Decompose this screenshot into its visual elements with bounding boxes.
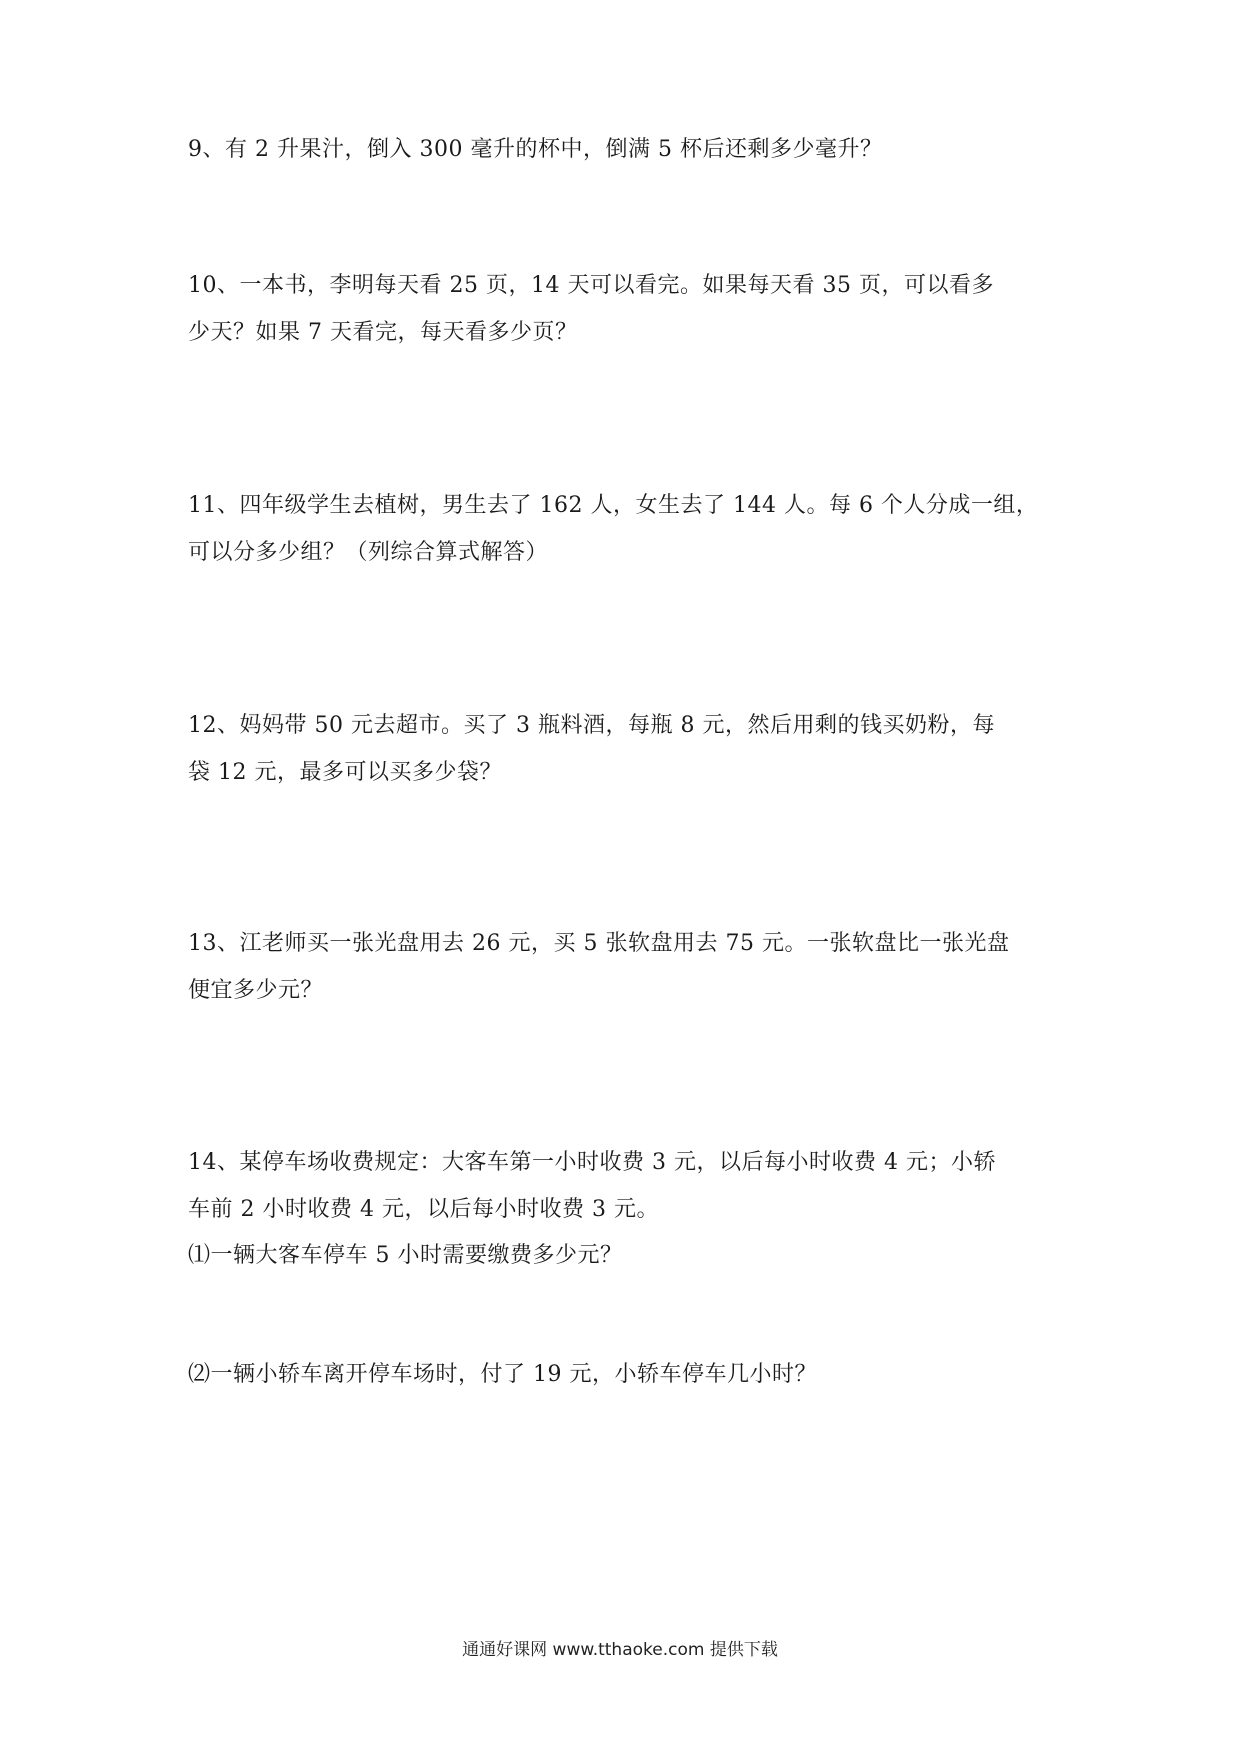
question-11-line-2: 可以分多少组？（列综合算式解答） (188, 540, 549, 565)
question-14-line-1: 14、某停车场收费规定：大客车第一小时收费 3 元，以后每小时收费 4 元；小轿 (188, 1150, 996, 1175)
question-14-sub-1: ⑴一辆大客车停车 5 小时需要缴费多少元？ (188, 1243, 623, 1268)
question-14-line-2: 车前 2 小时收费 4 元，以后每小时收费 3 元。 (188, 1197, 659, 1222)
page-footer: 通通好课网 www.tthaoke.com 提供下载 (462, 1640, 778, 1660)
question-10-line-2: 少天？如果 7 天看完，每天看多少页？ (188, 320, 578, 345)
question-10-line-1: 10、一本书，李明每天看 25 页，14 天可以看完。如果每天看 35 页，可以看多 (188, 273, 994, 298)
question-13-line-1: 13、江老师买一张光盘用去 26 元，买 5 张软盘用去 75 元。一张软盘比一张光盘 (188, 931, 1010, 956)
question-14-sub-2: ⑵一辆小轿车离开停车场时，付了 19 元，小轿车停车几小时？ (188, 1362, 817, 1387)
question-9-line-1: 9、有 2 升果汁，倒入 300 毫升的杯中，倒满 5 杯后还剩多少毫升？ (188, 137, 883, 162)
question-13-line-2: 便宜多少元？ (188, 978, 324, 1003)
question-12-line-2: 袋 12 元，最多可以买多少袋？ (188, 760, 502, 785)
question-11-line-1: 11、四年级学生去植树，男生去了 162 人，女生去了 144 人。每 6 个人分成一组， (188, 493, 1039, 518)
question-12-line-1: 12、妈妈带 50 元去超市。买了 3 瓶料酒，每瓶 8 元，然后用剩的钱买奶粉，每 (188, 713, 995, 738)
